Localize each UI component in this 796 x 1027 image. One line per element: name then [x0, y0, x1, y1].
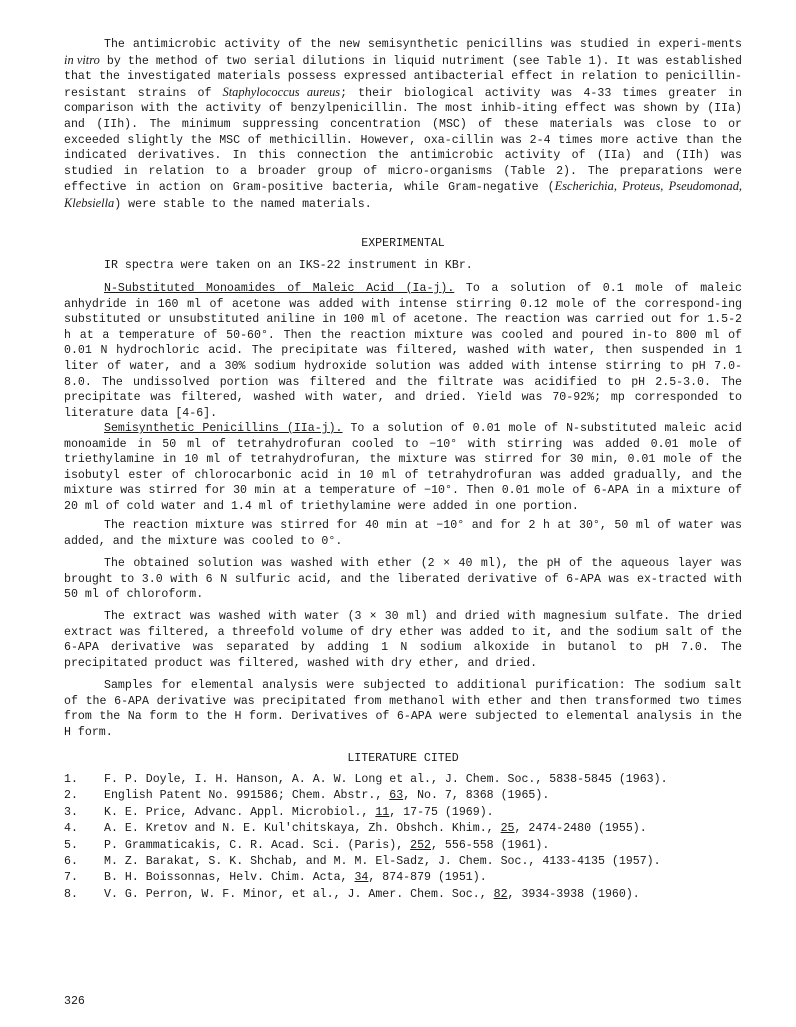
reference-number: 2.	[64, 789, 78, 803]
reference-pages: , 3934-3938 (1960).	[507, 887, 640, 901]
intro-text-4: ) were stable to the named materials.	[114, 197, 372, 211]
reference-volume: 34	[354, 871, 369, 885]
reference-text: P. Grammaticakis, C. R. Acad. Sci. (Paris),	[104, 838, 411, 852]
reference-pages: , No. 7, 8368 (1965).	[403, 789, 550, 803]
experimental-heading: EXPERIMENTAL	[361, 237, 445, 250]
monoamides-text: To a solution of 0.1 mole of maleic anhydride in 160 ml of acetone was added with intense stirring 0.12 mole of the correspond-ing substituted or unsubstituted aniline in 100 ml of acetone. The reaction was carried out for 1.5-2 h at a temperature of 50-60°. Then the reaction mixture was cooled and poured in-to 800 ml of 0.01 N hydrochloric acid. The precipitate was filtered, washed with water, then suspended in 1 liter of water, and a 30% sodium hydroxide solution was added with intense stirring to pH 7.0-8.0. The undissolved portion was filtered and the filtrate was acidified to pH 2.5-3.0. The precipitate was filtered, washed with water, and dried. Yield was 70-92%; mp corresponded to literature data [4-6].	[64, 282, 742, 420]
reference-pages: , 2474-2480 (1955).	[514, 822, 647, 836]
extract-text: The extract was washed with water (3 × 30 ml) and dried with magnesium sulfate. The dried extract was filtered, a threefold volume of dry ether was added to it, and the sodium salt of the 6-APA derivative was separated by adding 1 N sodium alkoxide in butanol to pH 7.0. The precipitated product was filtered, washed with dry ether, and dried.	[64, 610, 742, 670]
reference-item	[64, 805, 764, 821]
reference-item	[64, 772, 764, 788]
reference-text: K. E. Price, Advanc. Appl. Microbiol.,	[104, 805, 376, 819]
intro-italic-3: Escherichia, Proteus, Pseudomonad, Klebsiella	[64, 179, 742, 210]
reference-text: F. P. Doyle, I. H. Hanson, A. A. W. Long et al., J. Chem. Soc., 5838-5845 (1963).	[104, 773, 668, 786]
reference-number: 4.	[64, 822, 78, 836]
reference-text: A. E. Kretov and N. E. Kul'chitskaya, Zh. Obshch. Khim.,	[104, 822, 501, 836]
intro-text-2: by the method of two serial dilutions in liquid nutriment (see Table 1). It was established that the investigated materials possess expressed antibacterial effect in relation to penicillin-resistant strains of	[64, 54, 742, 100]
reference-item	[64, 838, 764, 854]
reference-item	[64, 854, 764, 870]
ir-text: IR spectra were taken on an IKS-22 instrument in KBr.	[104, 259, 473, 272]
reference-text: M. Z. Barakat, S. K. Shchab, and M. M. El-Sadz, J. Chem. Soc., 4133-4135 (1957).	[104, 854, 661, 868]
intro-italic-2: Staphylococcus aureus	[222, 84, 341, 99]
reference-number: 5.	[64, 838, 78, 852]
reference-text: English Patent No. 991586; Chem. Abstr.,	[104, 789, 390, 803]
reference-volume: 11	[375, 805, 390, 819]
samples-paragraph	[64, 678, 742, 740]
intro-paragraph	[64, 37, 742, 213]
reference-volume: 25	[500, 822, 515, 836]
reference-text: V. G. Perron, W. F. Minor, et al., J. Amer. Chem. Soc.,	[104, 887, 494, 901]
literature-heading: LITERATURE CITED	[347, 752, 459, 765]
intro-text-1: The antimicrobic activity of the new semisynthetic penicillins was studied in experi-ments	[104, 38, 742, 51]
reference-pages: , 874-879 (1951).	[368, 871, 487, 885]
extract-paragraph	[64, 609, 742, 671]
ether-paragraph	[64, 556, 742, 603]
ir-paragraph	[64, 258, 742, 274]
reference-item	[64, 821, 764, 837]
reference-volume: 252	[410, 838, 431, 852]
reference-pages: , 17-75 (1969).	[389, 805, 494, 819]
reference-number: 7.	[64, 871, 78, 885]
samples-text: Samples for elemental analysis were subjected to additional purification: The sodium salt of the 6-APA derivative was precipitated from methanol with ether and then transformed two times from the Na form to the H form. Derivatives of 6-APA were subjected to elemental analysis in the H form.	[64, 679, 742, 739]
penicillins-title: Semisynthetic Penicillins (IIa-j).	[104, 422, 343, 435]
reference-number: 6.	[64, 854, 78, 868]
reaction-text: The reaction mixture was stirred for 40 min at −10° and for 2 h at 30°, 50 ml of water was added, and the mixture was cooled to 0°.	[64, 519, 742, 548]
monoamides-title: N-Substituted Monoamides of Maleic Acid (Ia-j).	[104, 282, 455, 295]
intro-text-3: ; their biological activity was 4-33 times greater in comparison with the activity of benzylpenicillin. The most inhib-iting effect was shown by (IIa) and (IIh). The minimum suppressing concentration (MSC) of these materials was close to or exceeded slightly the MSC of methicillin. However, oxa-cillin was 2-4 times more active than the indicated derivatives. In this connection the antimicrobic activity of (IIa) and (IIh) was studied in relation to a broader group of micro-organisms (Table 2). The preparations were effective in action on Gram-positive bacteria, while Gram-negative (	[64, 86, 742, 195]
intro-italic-1: in vitro	[64, 52, 100, 67]
reference-number: 8.	[64, 887, 78, 901]
reference-volume: 82	[493, 887, 508, 901]
reaction-paragraph	[64, 518, 742, 549]
reference-item	[64, 788, 764, 804]
page-number: 326	[64, 995, 85, 1008]
penicillins-text: To a solution of 0.01 mole of N-substituted maleic acid monoamide in 50 ml of tetrahydrofuran cooled to −10° with stirring was added 0.01 mole of triethylamine in 10 ml of tetrahydrofuran, the mixture was stirred for 30 min, 0.01 mole of the isobutyl ester of chlorocarbonic acid in 10 ml of tetrahydrofuran was added gradually, and the mixture was stirred for 30 min at a temperature of −10°. Then 0.01 mole of 6-APA in a mixture of 20 ml of cold water and 1.4 ml of triethylamine were added in one portion.	[64, 422, 742, 513]
reference-volume: 63	[389, 789, 404, 803]
reference-item	[64, 887, 764, 903]
reference-number: 1.	[64, 773, 78, 786]
reference-item	[64, 870, 764, 886]
reference-pages: , 556-558 (1961).	[431, 838, 550, 852]
reference-number: 3.	[64, 805, 78, 819]
monoamides-paragraph	[64, 281, 742, 421]
reference-text: B. H. Boissonnas, Helv. Chim. Acta,	[104, 871, 355, 885]
references-list	[64, 772, 764, 903]
ether-text: The obtained solution was washed with ether (2 × 40 ml), the pH of the aqueous layer was brought to 3.0 with 6 N sulfuric acid, and the liberated derivative of 6-APA was ex-tracted with 50 ml of chloroform.	[64, 557, 742, 602]
penicillins-paragraph	[64, 421, 742, 515]
